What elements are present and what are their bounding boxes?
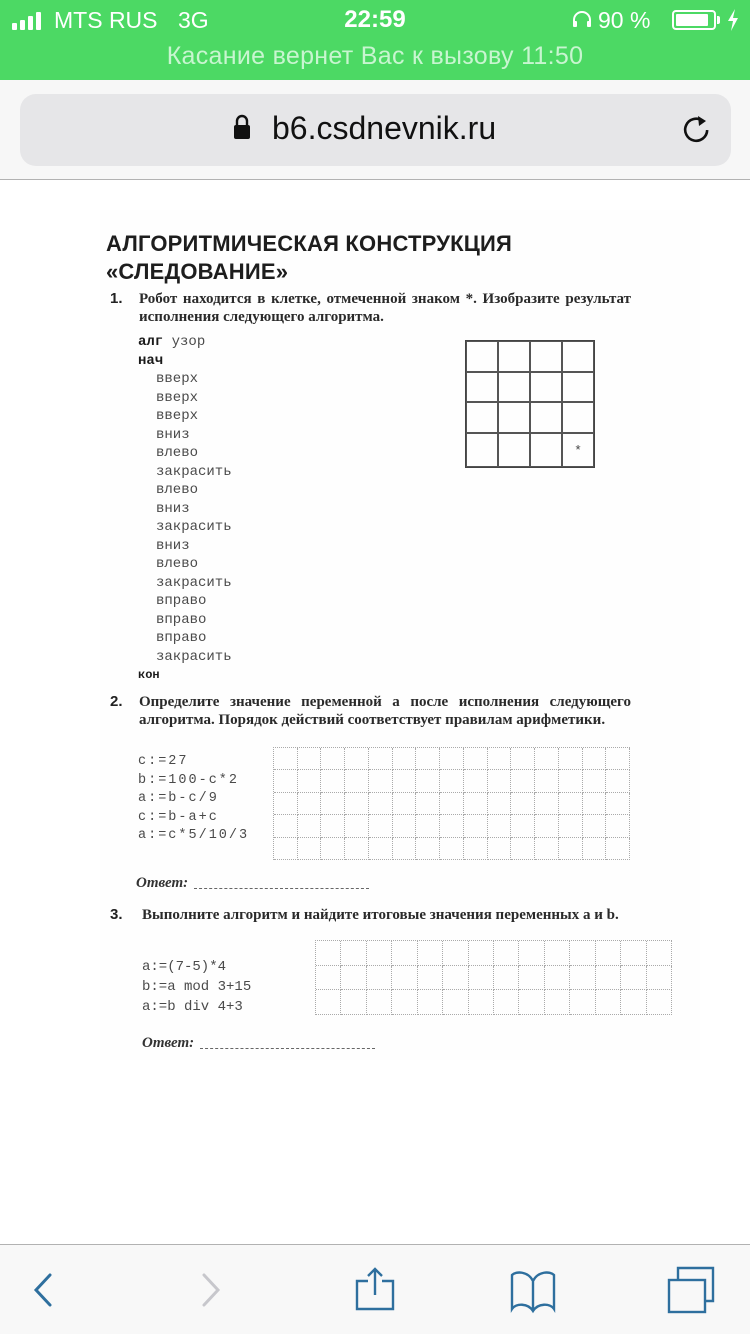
code-line: влево (156, 445, 199, 461)
grid-cell (562, 341, 594, 372)
reload-icon[interactable] (678, 112, 714, 148)
scratch-cell (583, 793, 607, 815)
scratch-cell (416, 748, 440, 770)
status-row (0, 0, 750, 40)
scratch-cell (464, 815, 488, 837)
url-text[interactable]: b6.csdnevnik.ru (272, 110, 497, 146)
answer-label: Ответ: (136, 875, 189, 891)
code-line: закрасить (156, 648, 232, 665)
task-2-algorithm (138, 753, 249, 846)
code-line: вверх (156, 408, 199, 424)
scratch-cell (418, 941, 443, 966)
scratch-cell (511, 793, 535, 815)
scratch-cell (392, 990, 417, 1015)
battery-icon (672, 10, 716, 30)
grid-cell (466, 402, 498, 433)
scratch-cell (559, 838, 583, 860)
title-line-1: АЛГОРИТМИЧЕСКАЯ КОНСТРУКЦИЯ (106, 231, 513, 256)
scratch-cell (535, 748, 559, 770)
scratch-cell (469, 966, 494, 991)
scratch-cell (570, 941, 595, 966)
scratch-cell (369, 838, 393, 860)
scratch-cell (393, 838, 417, 860)
scratch-cell (583, 770, 607, 792)
lock-icon (232, 114, 252, 140)
scratch-cell (367, 966, 392, 991)
scratch-cell (494, 990, 519, 1015)
grid-cell (498, 402, 530, 433)
scratch-cell (488, 770, 512, 792)
scratch-cell (321, 838, 345, 860)
scratch-cell (274, 770, 298, 792)
task-3-number: 3. (110, 906, 123, 923)
battery-tip (717, 16, 720, 24)
code-line: закрасить (156, 463, 232, 480)
scratch-cell (274, 748, 298, 770)
scratch-cell (416, 793, 440, 815)
scratch-cell (416, 770, 440, 792)
scratch-cell (440, 793, 464, 815)
task-3-algorithm (142, 957, 251, 1017)
battery-percent: 90 % (598, 7, 651, 33)
task-2-answer (136, 875, 369, 892)
status-bar[interactable] (0, 0, 750, 80)
grid-cell (498, 433, 530, 467)
scratch-cell (621, 966, 646, 991)
scratch-cell (321, 815, 345, 837)
answer-label: Ответ: (142, 1035, 195, 1051)
scratch-cell (440, 748, 464, 770)
scratch-cell (647, 941, 672, 966)
scratch-cell (369, 793, 393, 815)
scratch-cell (488, 793, 512, 815)
carrier-name: MTS RUS (54, 7, 158, 33)
robot-marker: * (575, 441, 581, 457)
task-3-text: Выполните алгоритм и найдите итоговые значения переменных a и b. (142, 907, 619, 923)
code-line: вправо (156, 630, 207, 646)
scratch-cell (393, 815, 417, 837)
grid-cell (530, 372, 562, 403)
task-2-number: 2. (110, 693, 123, 710)
grid-cell (498, 372, 530, 403)
scratch-cell (647, 966, 672, 991)
scratch-cell (494, 941, 519, 966)
code-line: вправо (156, 593, 207, 609)
code-line: вниз (156, 500, 190, 517)
scratch-cell (464, 748, 488, 770)
scratch-cell (316, 941, 341, 966)
scratch-cell (345, 838, 369, 860)
scratch-cell (535, 838, 559, 860)
scratch-cell (345, 770, 369, 792)
scratch-cell (443, 941, 468, 966)
scratch-cell (488, 838, 512, 860)
scratch-cell (369, 748, 393, 770)
code-line: вправо (156, 611, 207, 628)
forward-button[interactable] (186, 1265, 236, 1315)
scratch-cell (274, 838, 298, 860)
scratch-cell (596, 941, 621, 966)
scratch-cell (443, 966, 468, 991)
scratch-cell (606, 748, 630, 770)
scratch-cell (440, 770, 464, 792)
scratch-cell (345, 793, 369, 815)
scratch-cell (511, 748, 535, 770)
task-3-scratch-grid (315, 940, 672, 1015)
grid-cell (530, 402, 562, 433)
scratch-cell (392, 966, 417, 991)
task-3-answer (142, 1035, 375, 1052)
scratch-cell (418, 990, 443, 1015)
scratch-cell (341, 966, 366, 991)
clock: 22:59 (344, 6, 406, 33)
scratch-cell (369, 770, 393, 792)
task-2-scratch-grid (273, 747, 630, 860)
code-line: a:=(7-5)*4 (142, 959, 227, 975)
scratch-cell (298, 815, 322, 837)
worksheet-page (100, 210, 700, 1060)
code-line: a:=b-c/9 (138, 791, 219, 806)
answer-blank[interactable] (200, 1048, 375, 1049)
scratch-cell (519, 941, 544, 966)
code-line: b:=a mod 3+15 (142, 979, 252, 995)
alg-name: узор (171, 334, 206, 350)
scratch-cell (321, 770, 345, 792)
scratch-cell (392, 941, 417, 966)
scratch-cell (647, 990, 672, 1015)
scratch-cell (393, 770, 417, 792)
scratch-cell (469, 990, 494, 1015)
browser-address-bar (0, 80, 750, 180)
scratch-cell (367, 990, 392, 1015)
scratch-cell (321, 748, 345, 770)
scratch-cell (488, 815, 512, 837)
scratch-cell (511, 770, 535, 792)
scratch-cell (511, 815, 535, 837)
page-title (106, 230, 512, 286)
scratch-cell (464, 770, 488, 792)
begin-keyword: нач (138, 352, 164, 369)
return-to-call-banner[interactable]: Касание вернет Вас к вызову 11:50 (166, 42, 584, 70)
scratch-cell (559, 748, 583, 770)
scratch-cell (393, 748, 417, 770)
charging-bolt-icon (726, 9, 740, 31)
robot-start-cell (562, 433, 594, 467)
scratch-cell (443, 990, 468, 1015)
task-1-algorithm (138, 333, 232, 685)
scratch-cell (583, 748, 607, 770)
scratch-cell (621, 941, 646, 966)
scratch-cell (440, 838, 464, 860)
bookmarks-button[interactable] (508, 1265, 558, 1315)
code-line: c:=b-a+c (138, 809, 219, 825)
scratch-cell (535, 815, 559, 837)
scratch-cell (369, 815, 393, 837)
scratch-cell (596, 966, 621, 991)
scratch-cell (316, 966, 341, 991)
code-line: b:=100-c*2 (138, 772, 240, 788)
scratch-cell (519, 966, 544, 991)
scratch-cell (464, 793, 488, 815)
back-button[interactable] (18, 1265, 68, 1315)
code-line: влево (156, 482, 199, 498)
grid-cell (498, 341, 530, 372)
code-line: закрасить (156, 519, 232, 535)
tabs-button[interactable] (666, 1265, 716, 1315)
scratch-cell (606, 815, 630, 837)
code-line: a:=c*5/10/3 (138, 828, 250, 843)
scratch-cell (488, 748, 512, 770)
scratch-cell (341, 941, 366, 966)
grid-cell (466, 372, 498, 403)
code-line: вверх (156, 371, 199, 387)
grid-cell (466, 433, 498, 467)
grid-cell (562, 402, 594, 433)
scratch-cell (298, 770, 322, 792)
scratch-cell (535, 770, 559, 792)
network-type: 3G (178, 7, 209, 33)
scratch-cell (559, 793, 583, 815)
url-field[interactable] (20, 94, 731, 166)
code-line: a:=b div 4+3 (142, 999, 243, 1015)
grid-cell (530, 433, 562, 467)
code-line: вниз (156, 426, 190, 443)
scratch-cell (440, 815, 464, 837)
scratch-cell (469, 941, 494, 966)
scratch-cell (416, 838, 440, 860)
scratch-cell (298, 838, 322, 860)
scratch-cell (464, 838, 488, 860)
scratch-cell (418, 966, 443, 991)
scratch-cell (519, 990, 544, 1015)
scratch-cell (606, 770, 630, 792)
alg-keyword: алг (138, 334, 164, 350)
code-line: вверх (156, 389, 199, 406)
scratch-cell (621, 990, 646, 1015)
grid-cell (530, 341, 562, 372)
scratch-cell (274, 793, 298, 815)
code-line: c:=27 (138, 754, 189, 769)
scratch-cell (606, 793, 630, 815)
scratch-cell (570, 966, 595, 991)
scratch-cell (367, 941, 392, 966)
grid-cell (562, 372, 594, 403)
scratch-cell (494, 966, 519, 991)
scratch-cell (341, 990, 366, 1015)
headphones-icon (572, 10, 592, 28)
browser-toolbar (0, 1244, 750, 1334)
code-line: влево (156, 556, 199, 572)
scratch-cell (298, 748, 322, 770)
scratch-cell (511, 838, 535, 860)
share-button[interactable] (350, 1265, 400, 1315)
scratch-cell (545, 990, 570, 1015)
robot-field-grid (465, 340, 595, 468)
scratch-cell (570, 990, 595, 1015)
scratch-cell (583, 815, 607, 837)
scratch-cell (393, 793, 417, 815)
scratch-cell (316, 990, 341, 1015)
scratch-cell (583, 838, 607, 860)
code-line: вниз (156, 537, 190, 554)
grid-cell (466, 341, 498, 372)
answer-blank[interactable] (194, 888, 369, 889)
scratch-cell (298, 793, 322, 815)
scratch-cell (345, 748, 369, 770)
scratch-cell (416, 815, 440, 837)
scratch-cell (535, 793, 559, 815)
end-keyword: кон (138, 668, 160, 682)
scratch-cell (606, 838, 630, 860)
scratch-cell (545, 966, 570, 991)
scratch-cell (345, 815, 369, 837)
task-1-number: 1. (110, 290, 123, 307)
scratch-cell (559, 770, 583, 792)
title-line-2: «СЛЕДОВАНИЕ» (106, 259, 289, 284)
scratch-cell (321, 793, 345, 815)
scratch-cell (596, 990, 621, 1015)
scratch-cell (545, 941, 570, 966)
task-2-text: Определите значение переменной а после исполнения следующего алгоритма. Порядок действий соответствует правилам арифметики. (139, 694, 631, 728)
scratch-cell (274, 815, 298, 837)
scratch-cell (559, 815, 583, 837)
code-line: закрасить (156, 574, 232, 591)
task-1-text: Робот находится в клетке, отмеченной знаком *. Изобразите результат исполнения следующего алгоритма. (139, 291, 631, 325)
